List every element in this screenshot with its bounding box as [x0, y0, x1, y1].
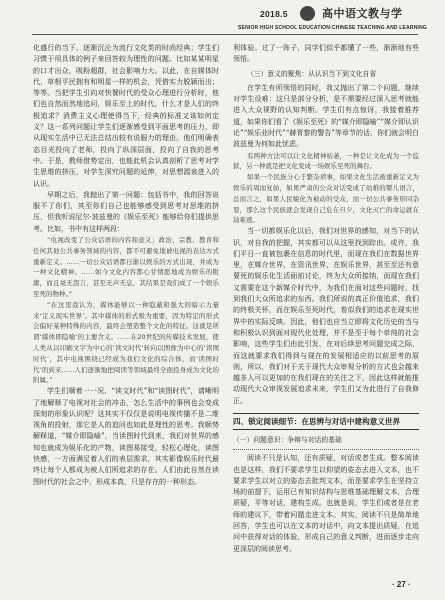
- issue-number: 2018.5: [260, 9, 288, 19]
- paragraph: 早期之后，我抛出了第一问题：包括书中，我的回答说服不了你们，其至你们自己也能够感受到思考对思维的挤压，但我听说尼尔·波兹曼的《娱乐至死》能够给你们提供思考。比如，书中有这样两段：: [33, 190, 219, 233]
- quote-paragraph: 有两种方法可以让文化精神枯萎，一种是让文化成为一个监狱，另一种就是把文化变成一场娱乐至死的舞台。: [233, 151, 419, 171]
- page-header: [0, 0, 445, 38]
- paragraph: 学生们顺着一一况、“读文时代”和“读图时代”，请晰明了地解释了电视对社会的冲击，怎么生活中的事例也会变成深刻的形象认识呢？这其实不仅仅是说明电视传播不是二维视角的投射，那它是人的追问也如此是理性的思考。我顺势解释道，“媒介即隐喻”，当读图时代到来，我们对世界的感知也就成为娱乐化的产物，读图易接受，轻松心理化，读图快感，一方面满足着人们的表层需求，其实影像娱乐时代最终让每个人都成为被人们所追求的存在。人们由此自然在读图时代的社会之中，形成本真，只是存在的一种形态。: [33, 387, 219, 486]
- section-heading-bar: [233, 413, 419, 430]
- paragraph: 化盛行的当下，逐渐沉沦为流行文化类的时尚经典；学生们习惯于用具体的例子来回答较为理性的问题。比如某某明星的口才出众，吸粉超群，社会影响力大。以此，在自媒体时代，草根平民拥有和明星一样的机会，凭借实力脱颖而出；等等。当把学生引向对快餐时代的受众心理进行分析时，他们也自然而然地追问，娱乐至上的时代，什么才是人们的终极追求？消费主义心理使得当下，经典的标准又该如何定义？这一系列问题让学生们逐渐感受到平面思考的压力，即从现实生活中已无法总结出较有说服力的理由。他们明确表态目光投向了老师，投向了纵深层面，投向了自我的思考中。于是，教师借势定出，也能此机会认真剖析了思考对学生思维的挤压，对学生深究问题的延伸，对思想源泉进入的认识。: [33, 44, 219, 188]
- journal-logo-icon: [300, 6, 315, 21]
- journal-title: 高中语文教与学: [322, 8, 403, 20]
- subsection-heading: （三）意义的聚焦：从认识当下到文化自省: [247, 69, 377, 78]
- paragraph: 当一切都娱乐化以后，我们对世界的感知，对当下的认识，对自我的把握，其实都可以从这里找到踪由。或许，我们平日一直被包裹在信息的时代里，而现在我们在数据世界里，在媒介世界，在资讯世界，在娱乐世界，甚至至还有意要死的娱乐化生活面前讨论，终为大众所接纳，而现在我们又需要在这个新媒介时代中，为我们在面对这些问题时，找到我们大众所追求的东西。我们所说的真正价值追求，我们的终极关怀，而在娱乐至死时代，看似我们的追求在现实世界中的实际反映。因此，他们也应当立即将文化历史的当与和积极认识到面对现代化处理，并不是至于每个单纯的社会影响，这些学生们由此引发，在对后续思考问题完成之际，而这就要求我们得到与现在的发展相适应的以前思考的原则，所以，我们对于关于现代大众审视分析的方式也会越来越多人可以更加的在我们现在的关注之下，因此这样就能推动现代大众审视发展追求未来，学生们又为此进行了自我修正。: [233, 227, 419, 405]
- paragraph: 利体验。过了一阵子，同学们似乎都懂了一些，渐渐地有些领悟。: [233, 44, 419, 64]
- page-number: · 27 ·: [392, 580, 411, 589]
- journal-subtitle: SENIOR HIGH SCHOOL EDUCATION:CHINESE TEACHING AND LEARNING: [238, 25, 428, 31]
- subsection-bar: [233, 435, 419, 450]
- left-column: [33, 43, 219, 488]
- quote-paragraph: “在这里我认为，媒体能够以一种隐蔽和强大的暗示力量来‘定义现实世界’。其中媒体的形式极为重要，因为特定的形式会偏好某种特殊的内容，最终会塑造整个文化的特征。这就是所谓‘媒体即隐喻’的主要含义。……在20世纪的传媒技术发展，使人类从以印刷文字为中心的‘读文时代’转向以图像为中心的‘读图时代’，其中电视围绕已经成为我们文化的综合体，而‘读图时代’的到来……人们逐渐地把阅读等领域最终全面投身成为文化的附属。”: [33, 300, 219, 385]
- paragraph: 在学生有所领悟的同时，我又抛出了第二个问题，继续对学生设难：这只是部分分析，是不需要经过深入思考就能进入大众视野的认知判断。学生们有点惊讶，我接着推荐道，如果你们看了《娱乐至死》的“媒介即隐喻”“媒介即认识论”“娱乐业时代”“赫胥黎的警告”等章节的话，你们就会明白波兹曼为何如此忧虑。: [233, 83, 419, 149]
- section-heading: 四、锁定阅读细节：在思辨与对话中建构意义世界: [233, 417, 401, 426]
- quote-paragraph: 如果一个民族分心于繁杂琐事，如果文化生活被重新定义为娱乐的周而复始，如果严肃的公众对话变成了幼稚的婴儿语言，总而言之，如果人民蜕化为被动的受众，而一切公共事务形同杂耍，那么这个民族就会发现自己危在旦夕，文化灭亡的命运就在劫难逃。: [233, 173, 419, 225]
- header-divider: [32, 34, 418, 35]
- paragraph: 阅读不只是认知，还有质疑，对话或者生成。整本阅读也是这样，我们不要求学生以仰望的姿态去进入文本，也不要求学生以对立的姿态去批判文本，而是要求学生在坚持立场的前提下，运用已有知识结构与思维基础理解文本，合理质疑，平等对话，建构生成。也就是说，学生们或者是在老师的建议下，带着问题走进文本。其实，阅读不只是简单地回答，学生也可以在文本的对话中，向文本提出质疑，在追问中获得对话的体验，形成自己的意义判断，进而逐步走向更深层的阅读思考。: [233, 454, 419, 553]
- right-column: [233, 43, 419, 555]
- quote-paragraph: “电视改变了公众话语的内容和意义；政治、宗教、教育和任何其他公共事务领域的内容，都不可避免地被电视的表达方式重新定义。……一切公众话语都日渐以娱乐的方式出现，并成为一种文化精神。……如今文化内容都心甘情愿地成为娱乐的附庸，而且毫无怨言，甚至无声无息，其结果是我们成了一个娱乐至死的物种。”: [33, 236, 219, 299]
- subsection-heading: （一）问题意识：争辩与对话的基础: [233, 436, 342, 444]
